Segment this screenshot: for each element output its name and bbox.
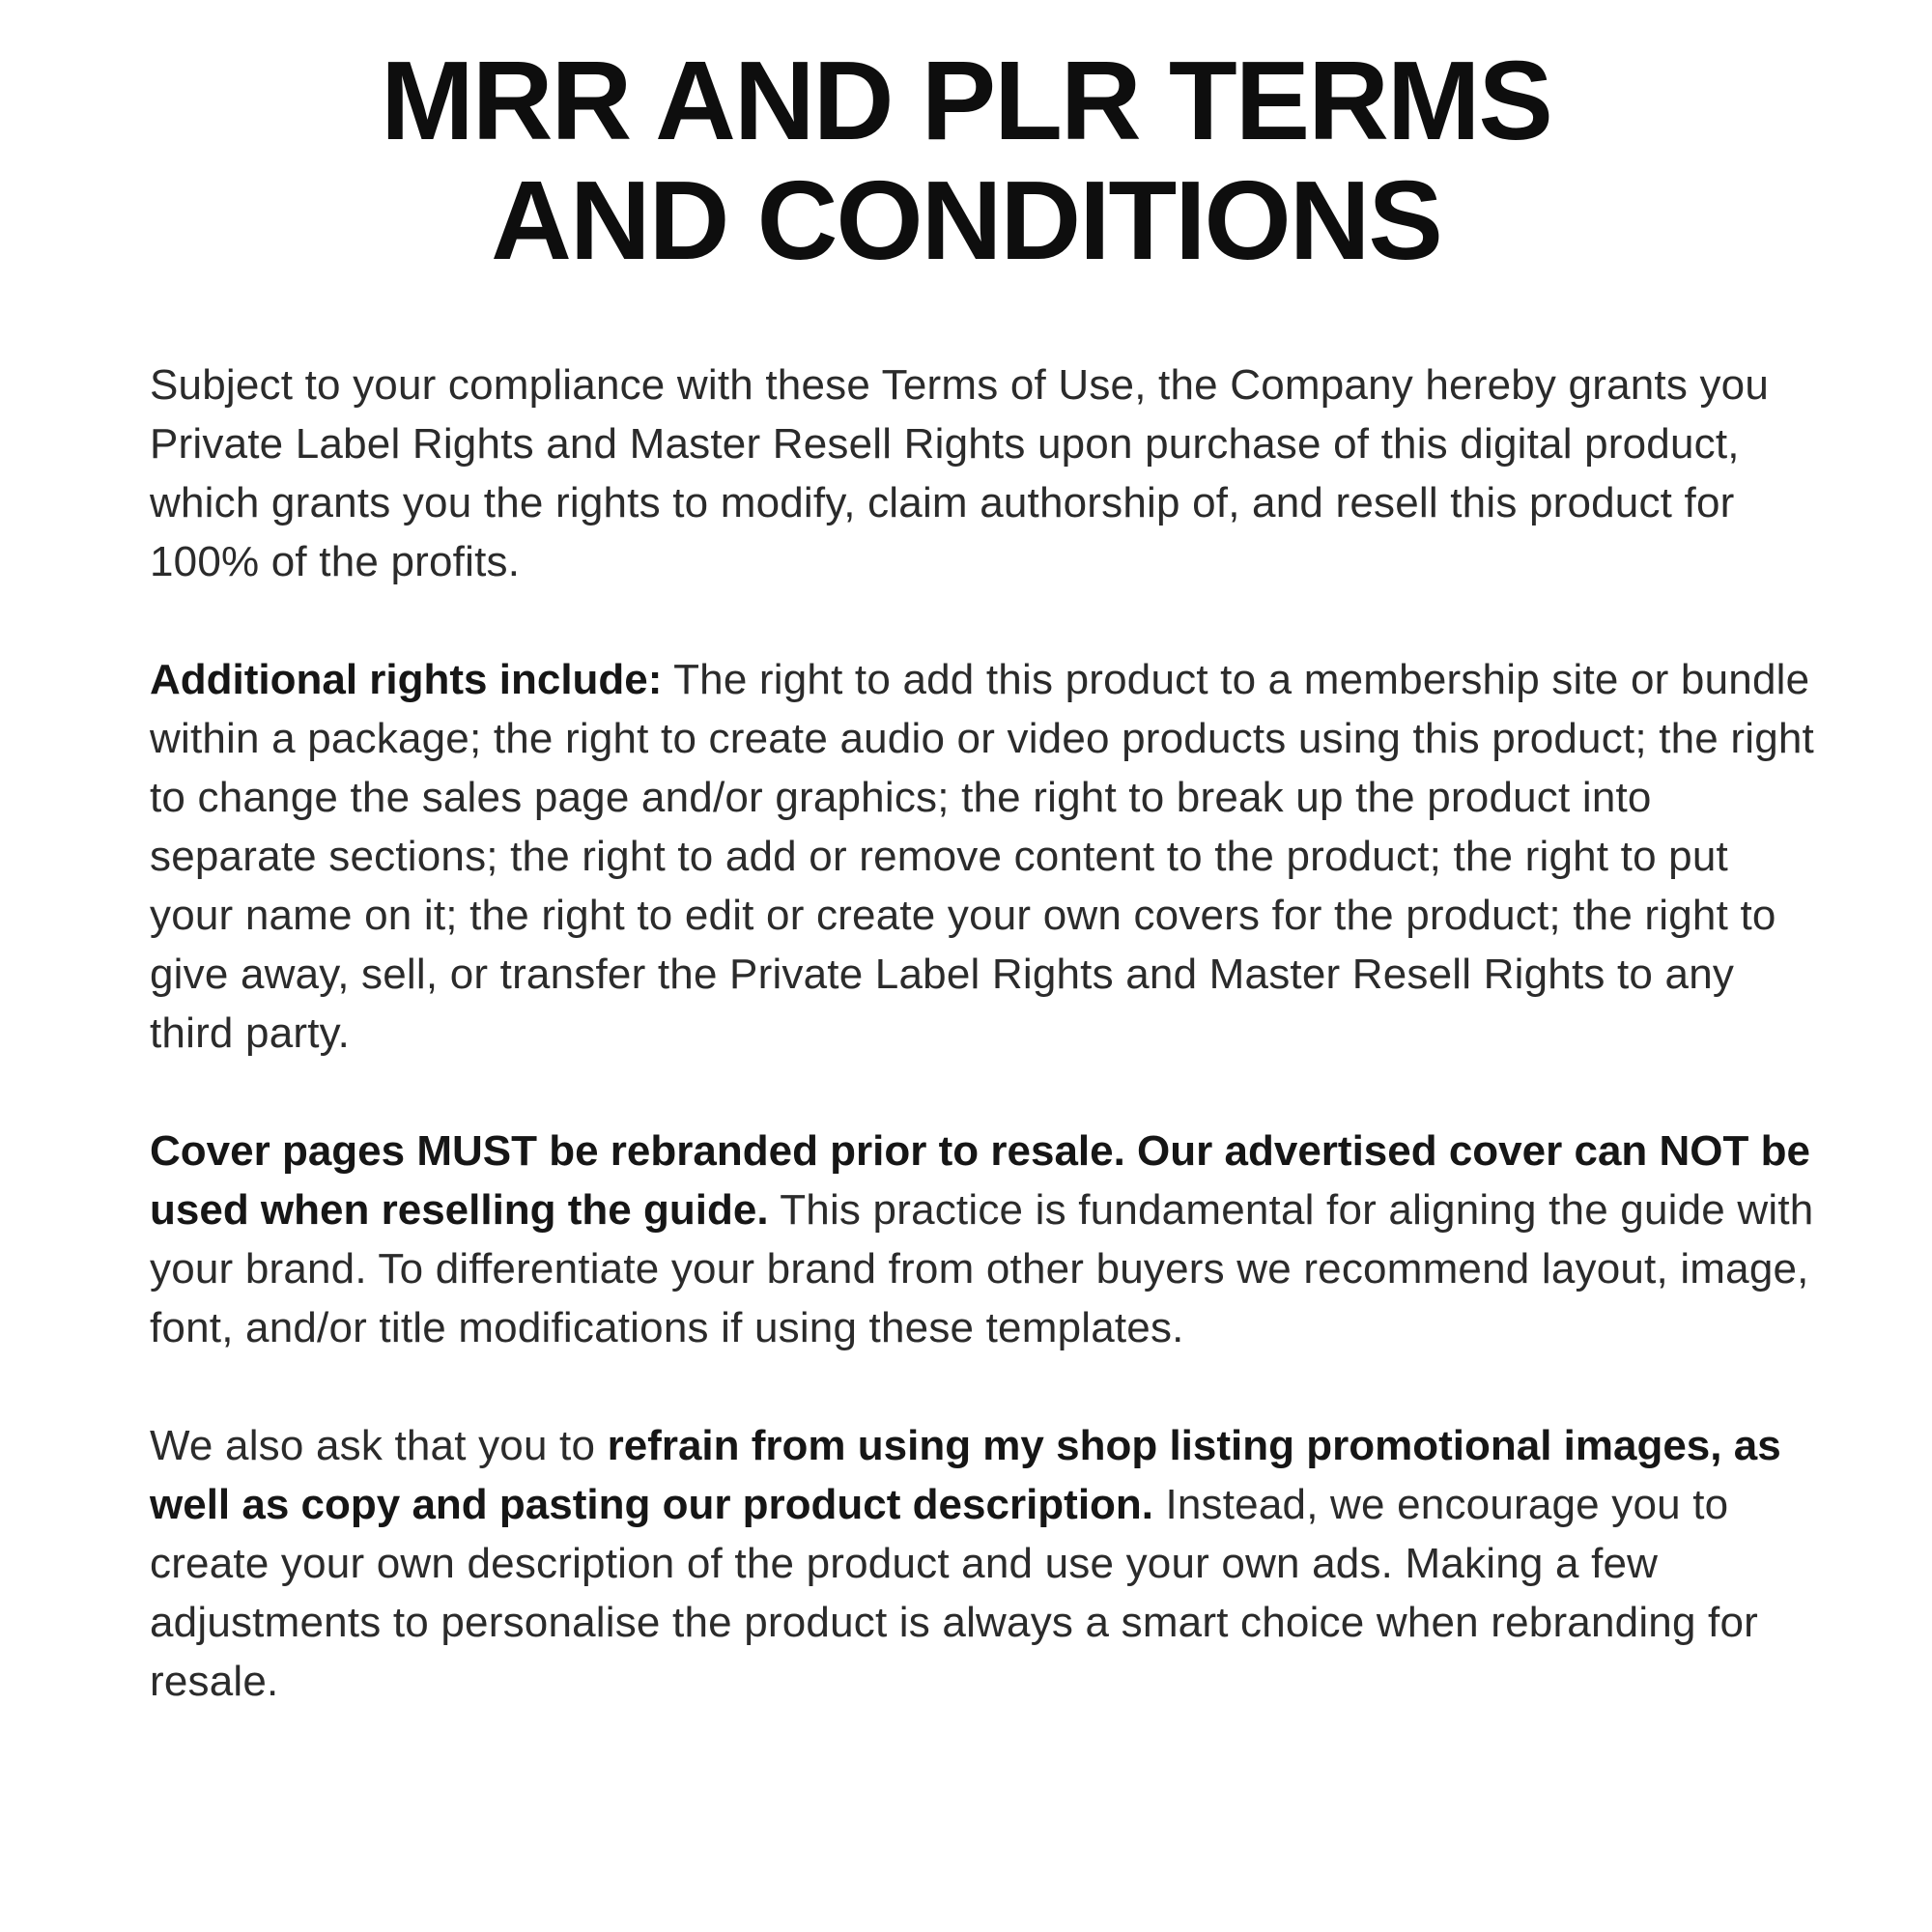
paragraph: [150, 1122, 1821, 1357]
bold-text-run: Additional rights include:: [150, 656, 663, 703]
document-body: [150, 355, 1821, 1711]
text-run: Instead, we encourage you to create your own description of the product and use your own ads. Making a few adjustments to personalise the product is always a smart choice when rebranding for resale.: [150, 1481, 1759, 1705]
bold-text-run: Cover pages MUST be rebranded prior to resale. Our advertised cover can NOT be used when reselling the guide.: [150, 1127, 1810, 1234]
page-title: [0, 38, 1932, 283]
text-run: Subject to your compliance with these Terms of Use, the Company hereby grants you Private Label Rights and Master Resell Rights upon purchase of this digital product, which grants you the rights to modify, claim authorship of, and resell this product for 100% of the profits.: [150, 361, 1769, 585]
paragraph: [150, 1416, 1821, 1711]
paragraph: [150, 355, 1821, 591]
text-run: This practice is fundamental for aligning the guide with your brand. To differentiate your brand from other buyers we recommend layout, image, font, and/or title modifications if using these templates.: [150, 1186, 1814, 1351]
paragraph: [150, 650, 1821, 1063]
page-title-line-1: MRR AND PLR TERMS: [381, 38, 1551, 163]
text-run: We also ask that you to: [150, 1422, 608, 1469]
bold-text-run: refrain from using my shop listing promotional images, as well as copy and pasting our product description.: [150, 1422, 1781, 1528]
text-run: The right to add this product to a membership site or bundle within a package; the right to create audio or video products using this product; the right to change the sales page and/or graphics; the right to break up the product into separate sections; the right to add or remove content to the product; the right to put your name on it; the right to edit or create your own covers for the product; the right to give away, sell, or transfer the Private Label Rights and Master Resell Rights to any third party.: [150, 656, 1814, 1057]
page-title-line-2: AND CONDITIONS: [491, 157, 1441, 283]
